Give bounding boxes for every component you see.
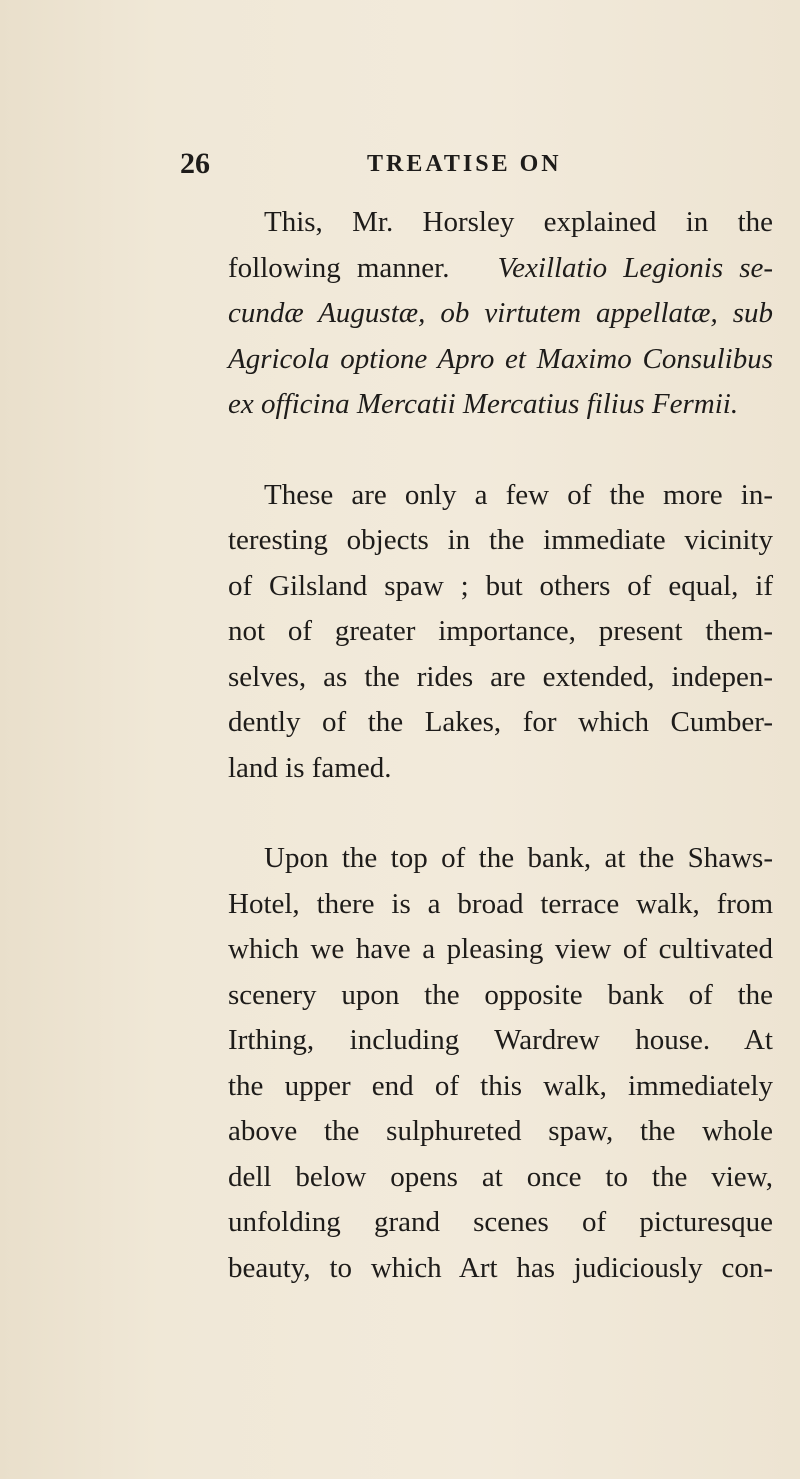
- text-line: This, Mr. Horsley explained in the: [264, 206, 773, 238]
- paragraph-gap: [228, 428, 773, 473]
- latin-inscription-line: Agricola optione Apro et Maximo Consulibus: [228, 342, 773, 375]
- text-line: scenery upon the opposite bank of the: [228, 978, 773, 1011]
- text-line: teresting objects in the immediate vicinity: [228, 524, 773, 556]
- latin-inscription-line: cundæ Augustæ, ob virtutem appellatæ, sub: [228, 297, 773, 329]
- text-line: These are only a few of the more in-: [264, 478, 773, 511]
- paragraph-2: [228, 473, 773, 792]
- text-line: selves, as the rides are extended, indepen-: [228, 660, 773, 693]
- text-line: land is famed.: [228, 751, 392, 784]
- text-line: above the sulphureted spaw, the whole: [228, 1115, 773, 1147]
- paragraph-gap: [228, 791, 773, 836]
- text-line: unfolding grand scenes of picturesque: [228, 1206, 773, 1238]
- running-head: TREATISE ON: [367, 151, 562, 177]
- text-line: not of greater importance, present them-: [228, 615, 773, 647]
- page-number: 26: [180, 147, 210, 180]
- text-line: the upper end of this walk, immediately: [228, 1069, 773, 1102]
- body-text: [228, 200, 773, 1291]
- text-line: of Gilsland spaw ; but others of equal, if: [228, 569, 773, 602]
- paragraph-1: [228, 200, 773, 428]
- text-line-roman: following manner.: [228, 251, 450, 284]
- text-line: beauty, to which Art has judiciously con-: [228, 1251, 773, 1284]
- text-line: which we have a pleasing view of cultivated: [228, 933, 773, 965]
- text-line: Hotel, there is a broad terrace walk, from: [228, 887, 773, 920]
- page-header: [180, 147, 780, 187]
- text-line: Irthing, including Wardrew house. At: [228, 1024, 773, 1056]
- paragraph-3: [228, 836, 773, 1291]
- text-line: dell below opens at once to the view,: [228, 1160, 773, 1193]
- text-line: dently of the Lakes, for which Cumber-: [228, 706, 773, 738]
- text-line: Upon the top of the bank, at the Shaws-: [264, 842, 773, 874]
- latin-inscription-line: ex officina Mercatii Mercatius filius Fermii.: [228, 388, 739, 420]
- text-line: [228, 246, 773, 292]
- latin-inscription-start: Vexillatio Legionis se-: [497, 251, 774, 284]
